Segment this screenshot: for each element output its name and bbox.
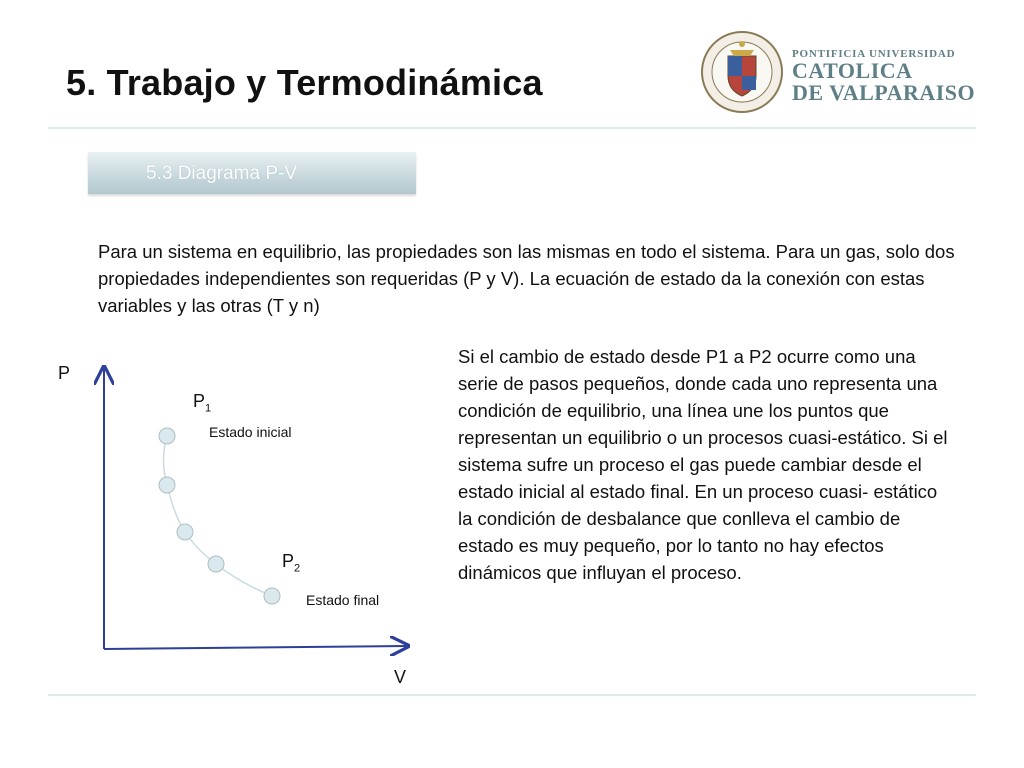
section-subtitle: 5.3 Diagrama P-V bbox=[146, 163, 298, 184]
x-axis bbox=[104, 646, 406, 649]
state-point-1 bbox=[159, 428, 175, 444]
state-point-2 bbox=[159, 477, 175, 493]
final-point-subscript: 2 bbox=[294, 562, 301, 575]
university-seal-icon bbox=[700, 30, 784, 114]
initial-point-label bbox=[193, 391, 211, 415]
explanation-paragraph: Si el cambio de estado desde P1 a P2 ocurre como una serie de pasos pequeños, donde cada uno representa una condición de equilibrio, una línea une los puntos que representan un equilibrio o un procesos cuasi-estático. Si el sistema sufre un proceso el gas puede cambiar desde el estado inicial al estado final. En un proceso cuasi- estático la condición de desbalance que conlleva el cambio de estado es muy pequeño, por lo tanto no hay efectos dinámicos que influyan el proceso. bbox=[458, 346, 948, 583]
section-subtitle-bar bbox=[88, 152, 416, 194]
final-point-label bbox=[282, 551, 300, 575]
intro-paragraph: Para un sistema en equilibrio, las propiedades son las mismas en todo el sistema. Para un gas, solo dos propiedades independientes son requeridas (P y V). La ecuación de estado da la conexión con estas variables y las otras (T y n) bbox=[98, 241, 955, 316]
logo-line-2: CATOLICA bbox=[792, 58, 913, 83]
pv-diagram-graphic bbox=[40, 355, 440, 695]
page-title: 5. Trabajo y Termodinámica bbox=[66, 62, 543, 103]
pv-diagram bbox=[40, 355, 440, 695]
final-state-label: Estado final bbox=[306, 592, 380, 608]
logo-line-1: PONTIFICIA UNIVERSIDAD bbox=[792, 48, 956, 60]
initial-point-subscript: 1 bbox=[205, 402, 212, 415]
final-point-symbol: P bbox=[282, 551, 295, 571]
logo-line-3: DE VALPARAISO bbox=[792, 80, 976, 105]
y-axis-label: P bbox=[58, 363, 71, 383]
state-point-5 bbox=[264, 588, 280, 604]
initial-state-label: Estado inicial bbox=[209, 424, 292, 440]
university-name bbox=[792, 48, 975, 104]
header-divider bbox=[48, 127, 976, 129]
state-point-3 bbox=[177, 524, 193, 540]
university-logo bbox=[700, 30, 980, 116]
footer-divider bbox=[48, 694, 976, 696]
initial-point-symbol: P bbox=[193, 391, 206, 411]
x-axis-label: V bbox=[394, 667, 407, 687]
state-point-4 bbox=[208, 556, 224, 572]
